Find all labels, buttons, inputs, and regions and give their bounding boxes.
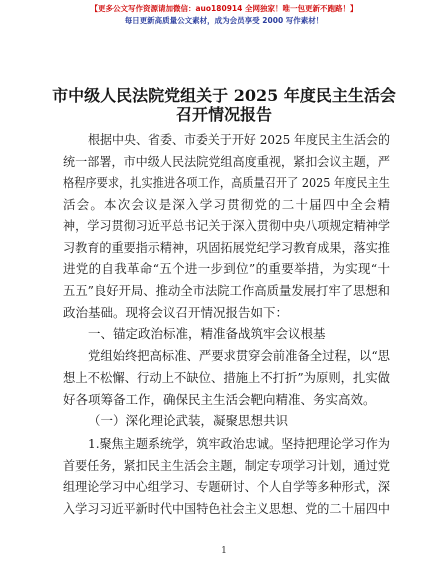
header-notice <box>0 4 448 14</box>
section-heading <box>88 324 390 344</box>
intro-line-text: 进党的自我革命“五个进一步到位”的重要举措，为实现“十 <box>63 261 390 277</box>
item-line-text: 组理论学习中心组学习、专题研讨、个人自学等多种形式，深 <box>63 479 390 494</box>
section-intro-line-text: 好各项筹备工作，确保民主生活会靶向精准、务实高效。 <box>63 391 376 407</box>
intro-line <box>63 152 390 172</box>
item-line <box>88 434 390 454</box>
intro-line <box>63 216 390 236</box>
intro-line <box>63 281 390 301</box>
intro-line-text: 五五”良好开局、推动全市法院工作高质量发展打牢了思想和 <box>63 283 390 298</box>
page-number-text: 1 <box>221 546 227 556</box>
document-title-line2-text: 召开情况报告 <box>175 105 272 124</box>
document-title-line1-text: 市中级人民法院党组关于 2025 年度民主生活会 <box>52 86 396 105</box>
intro-line <box>63 195 390 215</box>
intro-line-text: 根据中央、省委、市委关于开好 2025 年度民主生活会的 <box>88 132 390 147</box>
subsection-heading <box>88 411 390 431</box>
header-promo <box>0 16 448 26</box>
intro-line <box>63 303 390 323</box>
header-promo-text: 每日更新高质量公文素材，成为会员享受 2000 写作素材！ <box>124 16 324 25</box>
page-number <box>0 545 448 557</box>
item-line <box>63 477 390 497</box>
document-title-line2 <box>0 105 448 125</box>
intro-line-text: 习教育的重要指示精神，巩固拓展党纪学习教育成果，落实推 <box>63 239 390 255</box>
section-intro-line-text: 党组始终把高标准、严要求贯穿会前准备全过程，以“思 <box>88 348 390 363</box>
section-intro-line <box>63 390 390 410</box>
item-line <box>63 499 390 519</box>
item-line-text: 1.聚焦主题系统学，筑牢政治忠诚。坚持把理论学习作为 <box>88 436 390 451</box>
section-intro-line-text: 想上不松懈、行动上不缺位、措施上不打折”为原则，扎实做 <box>63 369 390 385</box>
intro-line <box>63 238 390 258</box>
subsection-heading-text: （一）深化理论武装，凝聚思想共识 <box>88 413 289 428</box>
intro-line-text: 活会。本次会议是深入学习贯彻党的二十届四中全会精 <box>63 196 390 212</box>
intro-line <box>88 130 390 150</box>
item-line <box>63 456 390 476</box>
section-intro-line <box>88 346 390 366</box>
section-heading-text: 一、锚定政治标准，精准备战筑牢会议根基 <box>88 326 326 341</box>
intro-line <box>63 173 390 193</box>
intro-line <box>63 259 390 279</box>
section-intro-line <box>63 368 390 388</box>
intro-line-text: 神，学习贯彻习近平总书记关于深入贯彻中央八项规定精神学 <box>63 218 390 233</box>
header-notice-text: 【更多公文写作资源请加微信：auo180914 全网独家！唯一包更新不跑路！】 <box>90 4 358 13</box>
item-line-text: 入学习习近平新时代中国特色社会主义思想、党的二十届四中 <box>63 500 390 516</box>
document-title-line1 <box>0 86 448 106</box>
intro-line-text: 统一部署，市中级人民法院党组高度重视，紧扣会议主题，严 <box>63 153 390 169</box>
intro-line-text: 政治基础。现将会议召开情况报告如下： <box>63 304 289 320</box>
item-line-text: 首要任务，紧扣民主生活会主题，制定专项学习计划，通过党 <box>63 457 390 473</box>
intro-line-text: 格程序要求，扎实推进各项工作，高质量召开了 2025 年度民主生 <box>63 175 390 190</box>
